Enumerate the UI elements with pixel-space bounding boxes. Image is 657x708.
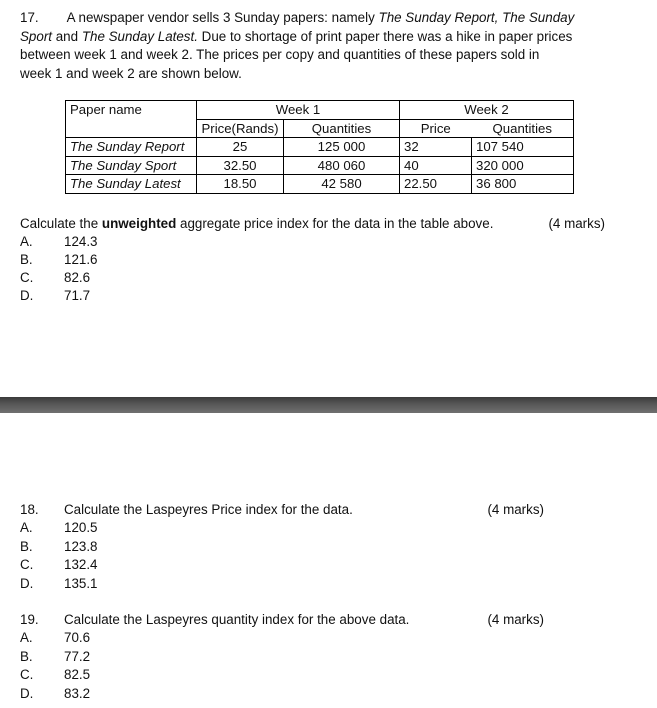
option-letter: A. bbox=[20, 520, 33, 535]
qty-w2-cell: 107 540 bbox=[472, 138, 574, 157]
paper-prices-table bbox=[65, 100, 574, 194]
price-w1-cell: 18.50 bbox=[197, 175, 284, 194]
q17-number: 17. bbox=[20, 10, 39, 25]
q18-marks: (4 marks) bbox=[487, 502, 544, 517]
option-value: 120.5 bbox=[64, 520, 98, 535]
q17-intro bbox=[20, 9, 592, 83]
q19-question bbox=[20, 610, 620, 629]
table-row bbox=[66, 175, 574, 194]
qty-w1-cell: 42 580 bbox=[284, 175, 400, 194]
qty-w1-cell: 480 060 bbox=[284, 156, 400, 175]
q18-question-text: Calculate the Laspeyres Price index for the data. bbox=[64, 502, 353, 517]
option-letter: D. bbox=[20, 686, 34, 701]
q17-intro-line3: between week 1 and week 2. The prices per copy and quantities of these papers sold in bbox=[20, 47, 540, 63]
q17-question-part-a: Calculate the bbox=[20, 216, 102, 231]
price-w1-cell: 32.50 bbox=[197, 156, 284, 175]
option-letter: B. bbox=[20, 252, 33, 267]
header-paper-name: Paper name bbox=[66, 101, 197, 138]
q17-intro-line1 bbox=[20, 9, 592, 28]
paper-name-cell: The Sunday Sport bbox=[66, 156, 197, 175]
price-w2-cell: 40 bbox=[400, 156, 472, 175]
table-row bbox=[66, 138, 574, 157]
option-value: 71.7 bbox=[64, 288, 91, 303]
option-value: 82.6 bbox=[64, 270, 91, 285]
option-value: 77.2 bbox=[64, 649, 91, 664]
option-letter: B. bbox=[20, 649, 33, 664]
table-header-row bbox=[66, 101, 574, 120]
option-value: 121.6 bbox=[64, 252, 98, 267]
q18-question bbox=[20, 500, 620, 519]
q17-intro-line2 bbox=[20, 28, 592, 47]
q17-intro-text-3: Due to shortage of print paper there was a hike in paper prices bbox=[197, 28, 573, 44]
q17-question bbox=[20, 214, 620, 233]
option-value: 83.2 bbox=[64, 686, 91, 701]
qty-w1-cell: 125 000 bbox=[284, 138, 400, 157]
option-value: 70.6 bbox=[64, 630, 91, 645]
option-value: 132.4 bbox=[64, 557, 98, 572]
q17-intro-italic-3: The Sunday Latest. bbox=[81, 28, 198, 44]
option-letter: A. bbox=[20, 234, 33, 249]
qty-w2-cell: 320 000 bbox=[472, 156, 574, 175]
q17-intro-text: A newspaper vendor sells 3 Sunday papers: namely bbox=[66, 10, 379, 25]
option-letter: D. bbox=[20, 288, 34, 303]
subheader-qty-w1: Quantities bbox=[284, 119, 400, 138]
price-w2-cell: 22.50 bbox=[400, 175, 472, 194]
q17-question-part-b: aggregate price index for the data in the table above. bbox=[176, 216, 494, 231]
option-letter: A. bbox=[20, 630, 33, 645]
option-value: 135.1 bbox=[64, 576, 98, 591]
subheader-price-w1: Price(Rands) bbox=[197, 119, 284, 138]
q19-number: 19. bbox=[20, 612, 39, 627]
option-letter: B. bbox=[20, 539, 33, 554]
q17-intro-italic-2: Sport bbox=[20, 28, 53, 44]
subheader-price-w2: Price bbox=[400, 119, 472, 138]
q17-question-bold: unweighted bbox=[101, 216, 177, 231]
paper-name-cell: The Sunday Report bbox=[66, 138, 197, 157]
table-row bbox=[66, 156, 574, 175]
q17-intro-line4: week 1 and week 2 are shown below. bbox=[20, 65, 242, 81]
paper-name-cell: The Sunday Latest bbox=[66, 175, 197, 194]
option-value: 123.8 bbox=[64, 539, 98, 554]
option-letter: C. bbox=[20, 667, 34, 682]
q19-marks: (4 marks) bbox=[487, 612, 544, 627]
option-letter: D. bbox=[20, 576, 34, 591]
q17-intro-italic-1: The Sunday Report, The Sunday bbox=[378, 10, 575, 25]
option-value: 124.3 bbox=[64, 234, 98, 249]
price-w2-cell: 32 bbox=[400, 138, 472, 157]
q17-intro-text-2: and bbox=[52, 28, 82, 44]
qty-w2-cell: 36 800 bbox=[472, 175, 574, 194]
option-value: 82.5 bbox=[64, 667, 91, 682]
q17-marks: (4 marks) bbox=[548, 216, 605, 231]
subheader-qty-w2: Quantities bbox=[472, 119, 574, 138]
price-w1-cell: 25 bbox=[197, 138, 284, 157]
option-letter: C. bbox=[20, 270, 34, 285]
option-letter: C. bbox=[20, 557, 34, 572]
q17-question-text bbox=[20, 214, 493, 233]
page-divider bbox=[0, 397, 657, 413]
q18-number: 18. bbox=[20, 502, 39, 517]
header-week1: Week 1 bbox=[197, 101, 400, 120]
q19-question-text: Calculate the Laspeyres quantity index for the above data. bbox=[64, 612, 410, 627]
header-week2: Week 2 bbox=[400, 101, 574, 120]
